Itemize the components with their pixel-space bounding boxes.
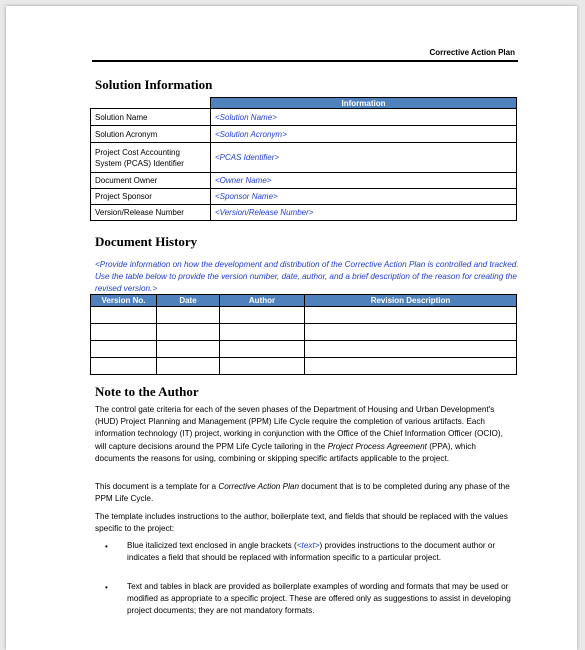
note-heading: Note to the Author xyxy=(95,384,199,399)
note-paragraph-1 xyxy=(95,404,515,465)
table-row xyxy=(91,143,517,173)
cell xyxy=(220,358,305,375)
row-label: Document Owner xyxy=(91,173,211,189)
document-page xyxy=(6,6,577,650)
bullet-item-1 xyxy=(127,540,515,564)
document-history-table xyxy=(90,294,517,375)
row-value: <Sponsor Name> xyxy=(211,189,517,205)
cell xyxy=(157,324,220,341)
cell xyxy=(305,307,517,324)
cell xyxy=(157,341,220,358)
cell xyxy=(91,341,157,358)
row-label: Solution Name xyxy=(91,109,211,126)
solution-info-table xyxy=(90,97,517,221)
italic-run: Project Process Agreement xyxy=(327,441,427,451)
document-history-heading: Document History xyxy=(95,234,198,249)
note-paragraph-3: The template includes instructions to the author, boilerplate text, and fields that should be replaced with the values specific to the project: xyxy=(95,512,508,534)
cell xyxy=(91,358,157,375)
cell xyxy=(220,341,305,358)
col-version: Version No. xyxy=(91,295,157,307)
table-row xyxy=(91,126,517,143)
cell xyxy=(305,341,517,358)
cell xyxy=(157,358,220,375)
col-date: Date xyxy=(157,295,220,307)
table-row xyxy=(91,205,517,221)
header-rule xyxy=(92,60,518,62)
cell xyxy=(305,358,517,375)
table-row xyxy=(91,307,517,324)
cell xyxy=(220,324,305,341)
text-run: ) provides instructions to the document author or indicates a field that should be replaced with information specific to a particular project. xyxy=(127,541,496,563)
text-run: document that is to be completed during any phase of the PPM Life Cycle. xyxy=(95,482,510,504)
table-row xyxy=(91,324,517,341)
table-row xyxy=(91,109,517,126)
bullet-icon: • xyxy=(105,583,108,592)
note-paragraph-2 xyxy=(95,481,515,505)
blue-tag: <text> xyxy=(296,541,320,550)
col-revision-description: Revision Description xyxy=(305,295,517,307)
table-row xyxy=(91,189,517,205)
row-value: <Solution Acronym> xyxy=(211,126,517,143)
table-corner xyxy=(91,98,211,109)
row-label: Solution Acronym xyxy=(91,126,211,143)
info-column-header: Information xyxy=(211,98,517,109)
table-row xyxy=(91,173,517,189)
cell xyxy=(305,324,517,341)
text-run: (PPA), which documents the reasons for using, combining or skipping specific artifacts applicable to the project. xyxy=(95,441,476,463)
cell xyxy=(157,307,220,324)
text-run: This document is a template for a xyxy=(95,482,219,491)
running-header: Corrective Action Plan xyxy=(429,48,515,57)
text-run: The control gate criteria for each of the seven phases of the Department of Housing and Urban Development's (HUD) Project Planning and Management (PPM) Life Cycle require the completion of various artifacts. Each information technology (IT) project, working in conjunction with the Office of the Chief Information Officer (OCIO), will capture decisions around the PPM Life Cycle tailoring in the xyxy=(95,405,503,451)
text-run: Blue italicized text enclosed in angle brackets ( xyxy=(127,541,297,550)
row-label: Project Cost Accounting System (PCAS) Identifier xyxy=(91,143,211,173)
row-label: Project Sponsor xyxy=(91,189,211,205)
cell xyxy=(91,324,157,341)
history-instructions: <Provide information on how the development and distribution of the Corrective Action Plan is controlled and tracked. Use the table below to provide the version number, date, author, and a brief description of the reason for creating the revised version.> xyxy=(95,260,519,294)
bullet-icon: • xyxy=(105,542,108,551)
cell xyxy=(220,307,305,324)
row-value: <Solution Name> xyxy=(211,109,517,126)
bullet-item-2: Text and tables in black are provided as boilerplate examples of wording and formats that may be used or modified as appropriate to a specific project. These are offered only as suggestions to assist in developing project documents; they are not mandatory formats. xyxy=(127,582,511,616)
row-value: <Version/Release Number> xyxy=(211,205,517,221)
row-label: Version/Release Number xyxy=(91,205,211,221)
row-value: <Owner Name> xyxy=(211,173,517,189)
table-row xyxy=(91,358,517,375)
row-value: <PCAS Identifier> xyxy=(211,143,517,173)
cell xyxy=(91,307,157,324)
solution-info-heading: Solution Information xyxy=(95,77,213,92)
italic-run: Corrective Action Plan xyxy=(218,482,300,491)
col-author: Author xyxy=(220,295,305,307)
table-row xyxy=(91,341,517,358)
